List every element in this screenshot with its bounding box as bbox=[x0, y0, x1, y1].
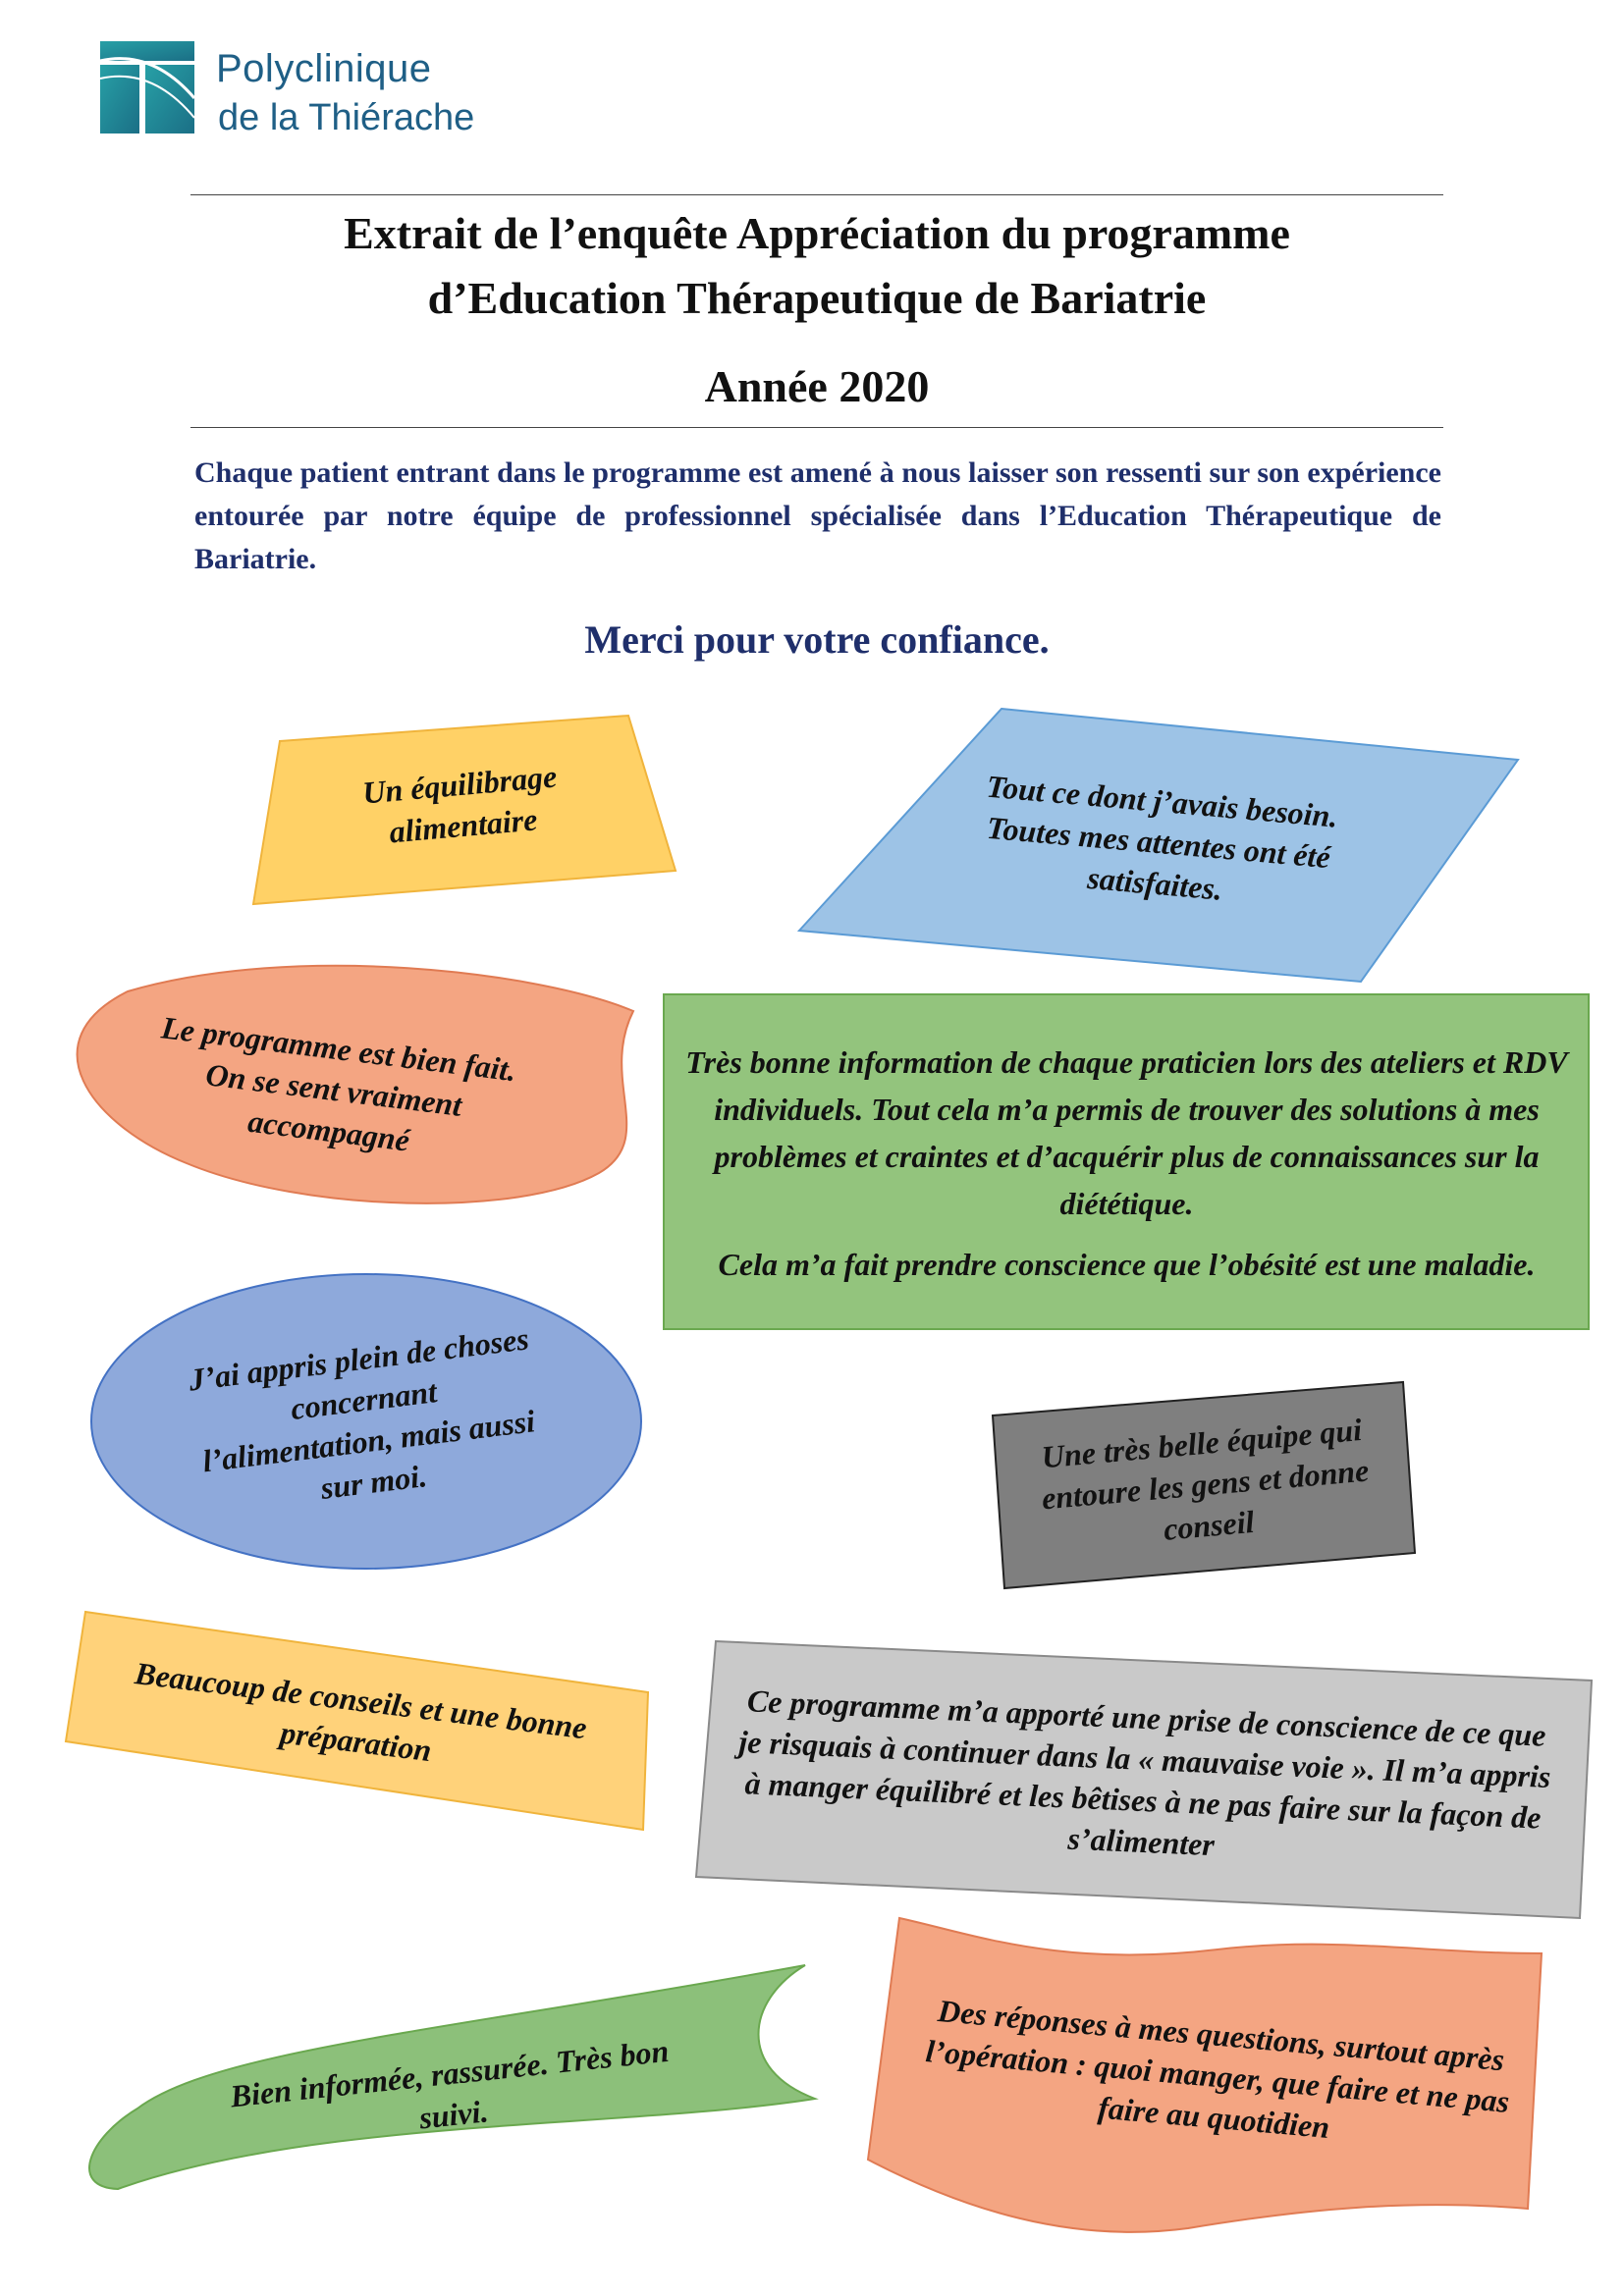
testimonial-5 bbox=[86, 1268, 646, 1575]
thanks-heading: Merci pour votre confiance. bbox=[584, 617, 1050, 662]
testimonial-8 bbox=[692, 1637, 1596, 1922]
logo-name: Polyclinique bbox=[216, 47, 432, 90]
testimonial-4-text: Très bonne information de chaque praticien lors des ateliers et RDV individuels. Tout cela m’a permis de trouver des solutions à mes problèmes et craintes et d’acquérir plus de connaissances sur la diététique. bbox=[685, 1043, 1568, 1221]
intro-paragraph: Chaque patient entrant dans le programme est amené à nous laisser son ressenti sur son expérience entourée par notre équipe de professionnel spécialisée dans l’Education Thérapeutique de Bariatrie. bbox=[194, 456, 1441, 575]
top-rule bbox=[190, 194, 1443, 195]
testimonial-1 bbox=[245, 712, 687, 908]
logo bbox=[98, 39, 530, 157]
title-line1: Extrait de l’enquête Appréciation du programme bbox=[344, 208, 1290, 258]
testimonial-1-text: Un équilibrage alimentaire bbox=[360, 758, 559, 850]
testimonial-6 bbox=[987, 1376, 1419, 1592]
testimonial-4-text-2: Cela m’a fait prendre conscience que l’obésité est une maladie. bbox=[718, 1246, 1536, 1282]
testimonial-7 bbox=[64, 1608, 653, 1836]
testimonial-6-text: Une très belle équipe qui entoure les gens et donne conseil bbox=[1040, 1411, 1371, 1547]
testimonial-3 bbox=[49, 962, 638, 1217]
bottom-rule bbox=[190, 427, 1443, 428]
logo-subname: de la Thiérache bbox=[218, 97, 475, 138]
polyclinique-logo-icon bbox=[98, 39, 206, 137]
testimonial-7-text: Beaucoup de conseils et une bonne préparation bbox=[133, 1655, 589, 1769]
title-year: Année 2020 bbox=[704, 361, 930, 411]
testimonial-10 bbox=[864, 1914, 1571, 2248]
testimonial-2-text: Tout ce dont j’avais besoin. Toutes mes attentes ont été satisfaites. bbox=[985, 768, 1339, 907]
title-line2: d’Education Thérapeutique de Bariatrie bbox=[427, 273, 1207, 323]
testimonial-10-text: Des réponses à mes questions, surtout après l’opération : quoi manger, que faire et ne pas faire au quotidien bbox=[924, 1993, 1511, 2146]
testimonial-8-text: Ce programme m’a apporté une prise de conscience de ce que je risquais à continuer dans la « mauvaise voie ». Il m’a appris à manger équilibré et les bêtises à ne pas faire sur la façon de s’alimenter bbox=[737, 1682, 1552, 1863]
testimonial-3-text: Le programme est bien fait. On se sent vraiment accompagné bbox=[159, 1009, 518, 1158]
testimonial-9-text: Bien informée, rassurée. Très bon suivi. bbox=[228, 2032, 671, 2136]
testimonial-4 bbox=[663, 993, 1591, 1332]
testimonial-2 bbox=[795, 705, 1532, 989]
testimonial-9 bbox=[79, 1961, 825, 2192]
testimonial-5-text: J’ai appris plein de choses concernant l’alimentation, mais aussi sur moi. bbox=[187, 1320, 537, 1507]
